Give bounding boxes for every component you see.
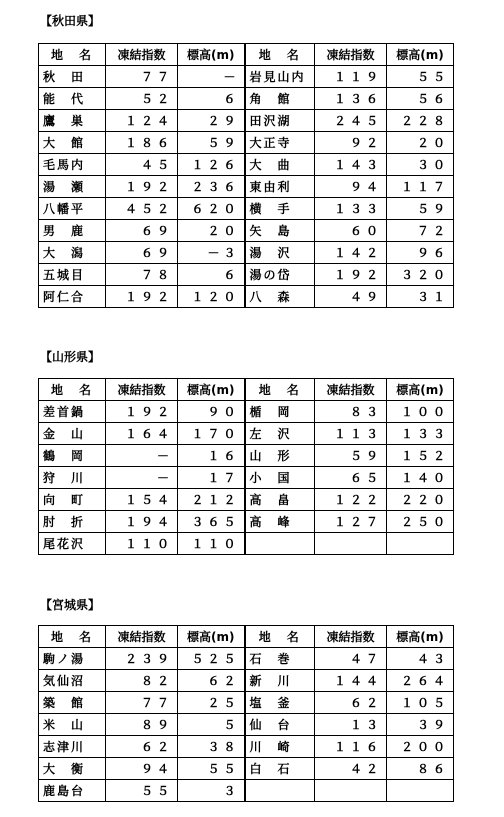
freezing-index-cell: ６２	[315, 692, 387, 714]
header-location: 地 名	[245, 379, 315, 401]
elevation-cell: ２５	[178, 692, 245, 714]
location-cell: 高 畠	[245, 489, 315, 511]
elevation-cell: ３８	[178, 736, 245, 758]
header-freezing-index: 凍結指数	[315, 379, 387, 401]
elevation-cell: ６	[178, 88, 245, 110]
location-cell: 石 巻	[245, 648, 315, 670]
freezing-index-cell: ４５	[106, 154, 178, 176]
elevation-cell: １００	[387, 401, 454, 423]
elevation-cell: ３１	[387, 286, 454, 308]
location-cell: 湯 沢	[245, 242, 315, 264]
header-freezing-index: 凍結指数	[315, 44, 387, 66]
location-cell: 大正寺	[245, 132, 315, 154]
location-cell: 阿仁合	[39, 286, 106, 308]
table-row	[39, 423, 454, 445]
header-row	[39, 379, 454, 401]
freezing-index-cell: １９４	[106, 511, 178, 533]
elevation-cell: ３	[178, 780, 245, 802]
location-cell: 大 館	[39, 132, 106, 154]
freezing-index-cell: ６０	[315, 220, 387, 242]
table-row	[39, 736, 454, 758]
elevation-cell: ８６	[387, 758, 454, 780]
header-location: 地 名	[39, 626, 106, 648]
location-cell: 小 国	[245, 467, 315, 489]
freezing-index-cell: １９２	[106, 401, 178, 423]
freezing-index-cell: １１６	[315, 736, 387, 758]
location-cell: 新 川	[245, 670, 315, 692]
freezing-index-cell: １９２	[106, 286, 178, 308]
header-elevation: 標高(m)	[387, 626, 454, 648]
freezing-index-cell: ８９	[106, 714, 178, 736]
header-elevation: 標高(m)	[178, 379, 245, 401]
elevation-cell: ４３	[387, 648, 454, 670]
elevation-cell: １１０	[178, 533, 245, 555]
location-cell: 米 山	[39, 714, 106, 736]
freezing-index-cell: ２３９	[106, 648, 178, 670]
freezing-index-cell: －	[106, 445, 178, 467]
freezing-index-cell: ４５２	[106, 198, 178, 220]
elevation-cell: ３０	[387, 154, 454, 176]
elevation-cell: ２９	[178, 110, 245, 132]
location-cell: 矢 島	[245, 220, 315, 242]
freezing-index-cell: ７８	[106, 264, 178, 286]
freezing-index-cell: －	[106, 467, 178, 489]
freezing-index-cell: １４４	[315, 670, 387, 692]
table-row	[39, 467, 454, 489]
header-location: 地 名	[245, 626, 315, 648]
elevation-cell: ５５	[178, 758, 245, 780]
freezing-index-cell: １３６	[315, 88, 387, 110]
location-cell: 横 手	[245, 198, 315, 220]
location-cell: 岩見山内	[245, 66, 315, 88]
table-row	[39, 692, 454, 714]
location-cell: 高 峰	[245, 511, 315, 533]
elevation-cell: ２０	[178, 220, 245, 242]
location-cell: 大 衡	[39, 758, 106, 780]
location-cell: 気仙沼	[39, 670, 106, 692]
location-cell: 川 崎	[245, 736, 315, 758]
freezing-index-cell: １１３	[315, 423, 387, 445]
elevation-cell: －	[178, 66, 245, 88]
elevation-cell: １７	[178, 467, 245, 489]
table-row	[39, 533, 454, 555]
freezing-index-cell: ２４５	[315, 110, 387, 132]
elevation-cell: ６２	[178, 670, 245, 692]
header-row	[39, 44, 454, 66]
elevation-cell: ２００	[387, 736, 454, 758]
freezing-index-cell: １４２	[315, 242, 387, 264]
yamagata-table	[38, 378, 454, 555]
location-cell: 駒ノ湯	[39, 648, 106, 670]
location-cell: 差首鍋	[39, 401, 106, 423]
elevation-cell: １１７	[387, 176, 454, 198]
elevation-cell: ９０	[178, 401, 245, 423]
table-row	[39, 176, 454, 198]
table-row	[39, 264, 454, 286]
location-cell: 築 館	[39, 692, 106, 714]
freezing-index-cell: ７７	[106, 66, 178, 88]
elevation-cell: １２６	[178, 154, 245, 176]
header-elevation: 標高(m)	[387, 44, 454, 66]
header-location: 地 名	[39, 379, 106, 401]
freezing-index-cell: １２７	[315, 511, 387, 533]
elevation-cell	[387, 533, 454, 555]
table-row	[39, 489, 454, 511]
elevation-cell: １２０	[178, 286, 245, 308]
location-cell: 山 形	[245, 445, 315, 467]
freezing-index-cell: ９４	[106, 758, 178, 780]
location-cell: 左 沢	[245, 423, 315, 445]
header-elevation: 標高(m)	[387, 379, 454, 401]
elevation-cell: ３２０	[387, 264, 454, 286]
elevation-cell: ２６４	[387, 670, 454, 692]
location-cell: 仙 台	[245, 714, 315, 736]
location-cell: 肘 折	[39, 511, 106, 533]
header-freezing-index: 凍結指数	[315, 626, 387, 648]
elevation-cell: ６２０	[178, 198, 245, 220]
title-miyagi: 【宮城県】	[40, 598, 101, 612]
table-row	[39, 198, 454, 220]
freezing-index-cell: ４７	[315, 648, 387, 670]
elevation-cell: －３	[178, 242, 245, 264]
header-location: 地 名	[39, 44, 106, 66]
freezing-index-cell: １９２	[315, 264, 387, 286]
freezing-index-cell: ９２	[315, 132, 387, 154]
title-akita: 【秋田県】	[40, 14, 101, 28]
location-cell	[245, 533, 315, 555]
freezing-index-cell: ５９	[315, 445, 387, 467]
freezing-index-cell: ７７	[106, 692, 178, 714]
table-row	[39, 220, 454, 242]
freezing-index-cell: １１０	[106, 533, 178, 555]
freezing-index-cell: ６９	[106, 242, 178, 264]
table-row	[39, 154, 454, 176]
location-cell	[245, 780, 315, 802]
freezing-index-cell	[315, 533, 387, 555]
elevation-cell: １０５	[387, 692, 454, 714]
location-cell: 大 曲	[245, 154, 315, 176]
header-row	[39, 626, 454, 648]
table-row	[39, 648, 454, 670]
location-cell: 角 館	[245, 88, 315, 110]
location-cell: 狩 川	[39, 467, 106, 489]
location-cell: 塩 釜	[245, 692, 315, 714]
elevation-cell: １３３	[387, 423, 454, 445]
elevation-cell: ２０	[387, 132, 454, 154]
location-cell: 毛馬内	[39, 154, 106, 176]
miyagi-table	[38, 625, 454, 802]
table-row	[39, 445, 454, 467]
elevation-cell: ５９	[178, 132, 245, 154]
elevation-cell: １７０	[178, 423, 245, 445]
akita-table	[38, 43, 454, 308]
location-cell: 向 町	[39, 489, 106, 511]
table-row	[39, 242, 454, 264]
elevation-cell: ５５	[387, 66, 454, 88]
elevation-cell: ６	[178, 264, 245, 286]
table-row	[39, 88, 454, 110]
freezing-index-cell: ４２	[315, 758, 387, 780]
freezing-index-cell: １８６	[106, 132, 178, 154]
elevation-cell: ２２８	[387, 110, 454, 132]
table-row	[39, 758, 454, 780]
elevation-cell: ２３６	[178, 176, 245, 198]
table-row	[39, 670, 454, 692]
freezing-index-cell: １４３	[315, 154, 387, 176]
location-cell: 志津川	[39, 736, 106, 758]
location-cell: 楯 岡	[245, 401, 315, 423]
elevation-cell: ３６５	[178, 511, 245, 533]
location-cell: 大 潟	[39, 242, 106, 264]
elevation-cell: １６	[178, 445, 245, 467]
table-row	[39, 780, 454, 802]
freezing-index-cell: ５５	[106, 780, 178, 802]
elevation-cell: ７２	[387, 220, 454, 242]
header-freezing-index: 凍結指数	[106, 626, 178, 648]
freezing-index-cell: １６４	[106, 423, 178, 445]
location-cell: 東由利	[245, 176, 315, 198]
header-freezing-index: 凍結指数	[106, 379, 178, 401]
freezing-index-cell: ５２	[106, 88, 178, 110]
freezing-index-cell: １２４	[106, 110, 178, 132]
elevation-cell: ９６	[387, 242, 454, 264]
freezing-index-cell: ６５	[315, 467, 387, 489]
elevation-cell: ５６	[387, 88, 454, 110]
location-cell: 尾花沢	[39, 533, 106, 555]
table-row	[39, 110, 454, 132]
table-row	[39, 401, 454, 423]
location-cell: 鶴 岡	[39, 445, 106, 467]
elevation-cell: ５９	[387, 198, 454, 220]
header-location: 地 名	[245, 44, 315, 66]
location-cell: 湯 瀬	[39, 176, 106, 198]
elevation-cell	[387, 780, 454, 802]
elevation-cell: １５２	[387, 445, 454, 467]
freezing-index-cell: ８２	[106, 670, 178, 692]
location-cell: 鷹 巣	[39, 110, 106, 132]
location-cell: 田沢湖	[245, 110, 315, 132]
location-cell: 秋 田	[39, 66, 106, 88]
elevation-cell: ２２０	[387, 489, 454, 511]
title-yamagata: 【山形県】	[40, 350, 101, 364]
location-cell: 白 石	[245, 758, 315, 780]
freezing-index-cell: ６２	[106, 736, 178, 758]
location-cell: 湯の岱	[245, 264, 315, 286]
location-cell: 八幡平	[39, 198, 106, 220]
freezing-index-cell: １２２	[315, 489, 387, 511]
freezing-index-cell: ６９	[106, 220, 178, 242]
header-elevation: 標高(m)	[178, 44, 245, 66]
header-freezing-index: 凍結指数	[106, 44, 178, 66]
table-row	[39, 714, 454, 736]
elevation-cell: ３９	[387, 714, 454, 736]
freezing-index-cell: ４９	[315, 286, 387, 308]
location-cell: 男 鹿	[39, 220, 106, 242]
freezing-index-cell: １３	[315, 714, 387, 736]
header-elevation: 標高(m)	[178, 626, 245, 648]
elevation-cell: ２１２	[178, 489, 245, 511]
table-row	[39, 511, 454, 533]
location-cell: 鹿島台	[39, 780, 106, 802]
location-cell: 八 森	[245, 286, 315, 308]
freezing-index-cell: １１９	[315, 66, 387, 88]
elevation-cell: ２５０	[387, 511, 454, 533]
freezing-index-cell: １５４	[106, 489, 178, 511]
freezing-index-cell: １９２	[106, 176, 178, 198]
location-cell: 五城目	[39, 264, 106, 286]
elevation-cell: １４０	[387, 467, 454, 489]
location-cell: 金 山	[39, 423, 106, 445]
freezing-index-cell	[315, 780, 387, 802]
freezing-index-cell: １３３	[315, 198, 387, 220]
elevation-cell: ５２５	[178, 648, 245, 670]
elevation-cell: ５	[178, 714, 245, 736]
table-row	[39, 286, 454, 308]
freezing-index-cell: ９４	[315, 176, 387, 198]
freezing-index-cell: ８３	[315, 401, 387, 423]
table-row	[39, 66, 454, 88]
location-cell: 能 代	[39, 88, 106, 110]
table-row	[39, 132, 454, 154]
